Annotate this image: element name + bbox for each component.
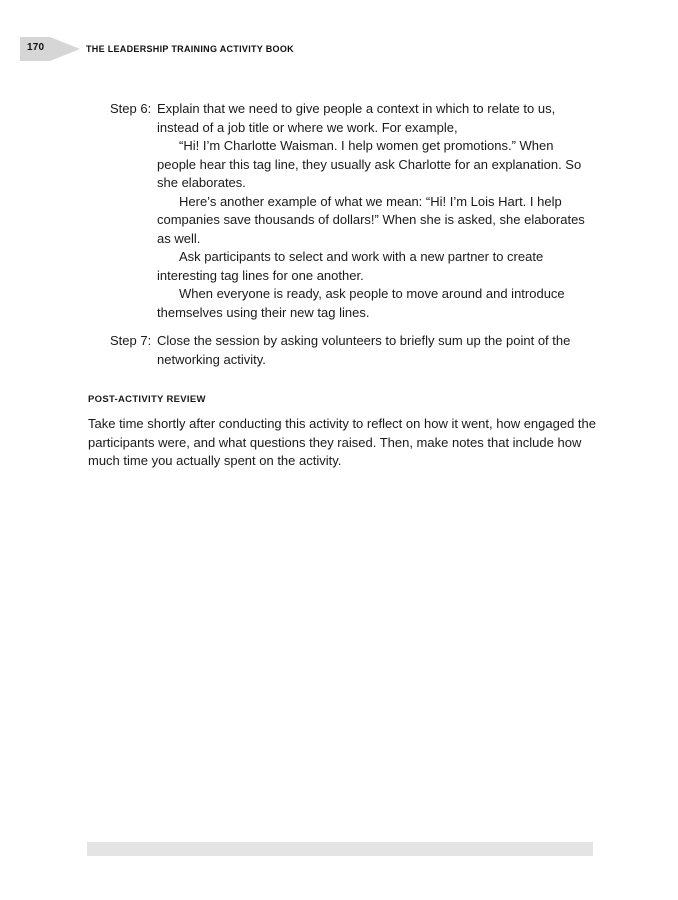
page-number: 170 xyxy=(27,42,45,53)
book-title: THE LEADERSHIP TRAINING ACTIVITY BOOK xyxy=(86,44,294,54)
footer-bar xyxy=(87,842,593,856)
post-activity-heading: POST-ACTIVITY REVIEW xyxy=(88,394,206,405)
page-content xyxy=(88,100,598,471)
step-label: Step 7: xyxy=(110,333,152,348)
step-label: Step 6: xyxy=(110,101,152,116)
step-body xyxy=(157,100,589,322)
step-6 xyxy=(110,100,598,322)
step-paragraph: Close the session by asking volunteers to briefly sum up the point of the networking activity. xyxy=(157,333,571,367)
running-header xyxy=(20,37,620,61)
step-paragraph: “Hi! I’m Charlotte Waisman. I help women get promotions.” When people hear this tag line, they usually ask Charlotte for an explanation. So she elaborates. xyxy=(157,138,582,190)
step-7 xyxy=(110,332,598,369)
step-paragraph: Here’s another example of what we mean: “Hi! I’m Lois Hart. I help companies save thousands of dollars!” When she is asked, she elaborates as well. xyxy=(157,193,585,246)
step-paragraph: Explain that we need to give people a context in which to relate to us, instead of a job title or where we work. For example, xyxy=(157,101,556,135)
step-body xyxy=(157,332,589,369)
step-paragraph: Ask participants to select and work with a new partner to create interesting tag lines for one another. xyxy=(157,249,544,283)
step-paragraph: When everyone is ready, ask people to move around and introduce themselves using their new tag lines. xyxy=(157,286,565,320)
page-number-tab xyxy=(20,37,80,61)
post-activity-text: Take time shortly after conducting this activity to reflect on how it went, how engaged the participants were, and what questions they raised. Then, make notes that include how much time you actually spent on the activity. xyxy=(88,416,596,468)
